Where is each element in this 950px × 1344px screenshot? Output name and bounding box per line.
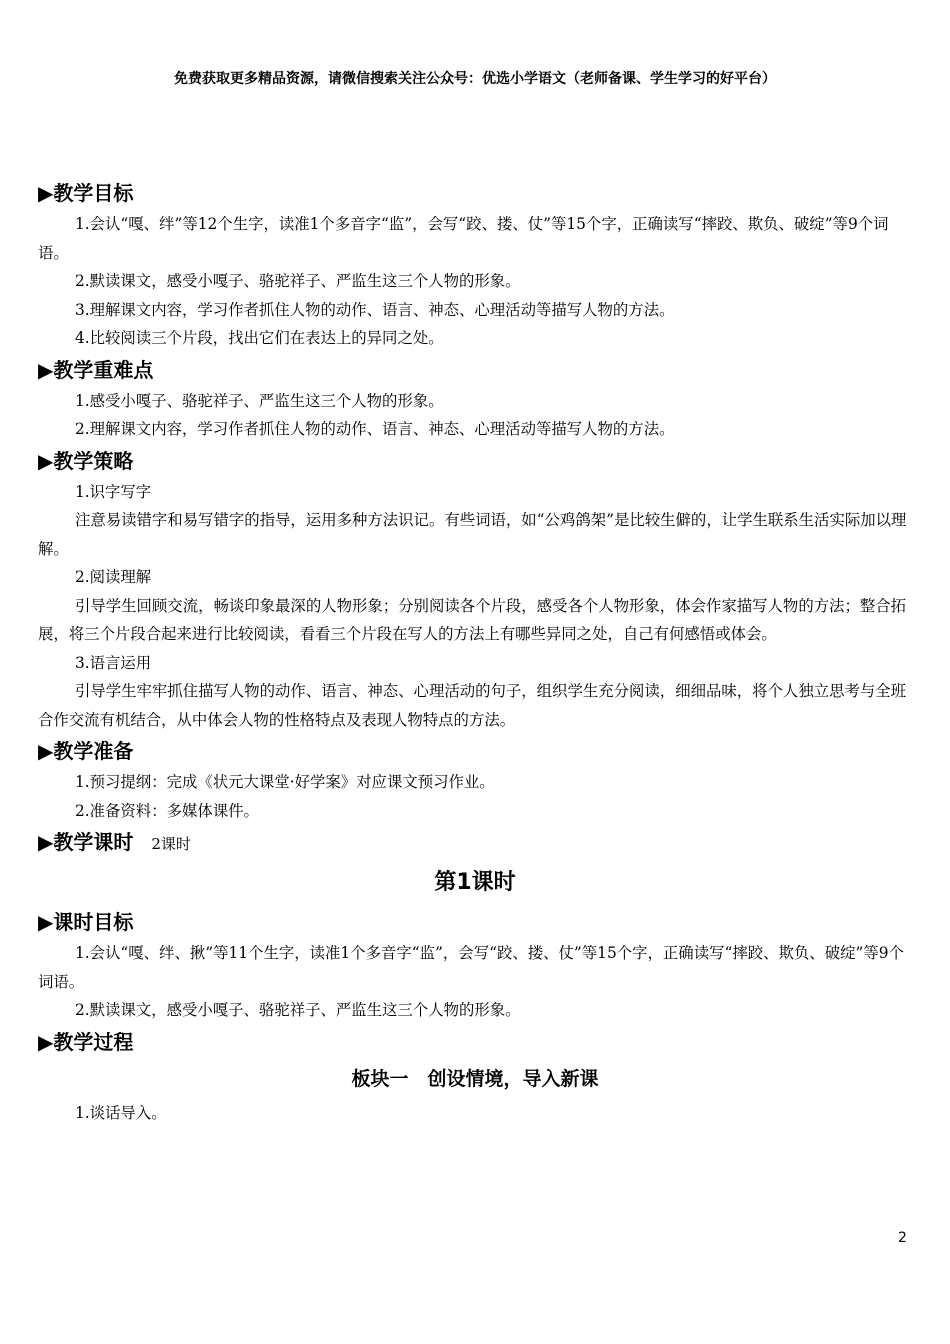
- block-title: 板块一 创设情境，导入新课: [351, 1067, 599, 1090]
- hours-value: 2课时: [151, 835, 191, 853]
- preparation-item-2: 2.准备资料：多媒体课件。: [74, 801, 259, 820]
- hours-label: ▶教学课时: [38, 830, 134, 854]
- goal-item-3: 3.理解课文内容，学习作者抓住人物的动作、语言、神态、心理活动等描写人物的方法。: [74, 300, 675, 319]
- strategy-paragraph-3: 引导学生牢牢抓住描写人物的动作、语言、神态、心理活动的句子，组织学生充分阅读，细细品味，将个人独立思考与全班合作交流有机结合，从中体会人物的性格特点及表现人物特点的方法。: [38, 682, 907, 729]
- strategy-subtitle-1: 1.识字写字: [74, 482, 152, 501]
- section-title-preparation: ▶教学准备: [38, 739, 134, 763]
- section-title-process: ▶教学过程: [38, 1029, 134, 1054]
- strategy-subtitle-2: 2.阅读理解: [74, 568, 152, 586]
- section-title-strategy: ▶教学策略: [38, 448, 134, 473]
- page-number: 2: [898, 1230, 907, 1246]
- lesson-title: 第1课时: [434, 870, 516, 895]
- goal-item-4: 4.比较阅读三个片段，找出它们在表达上的异同之处。: [74, 329, 444, 347]
- goal-item-1: 1.会认“嘎、绊”等12个生字，读准1个多音字“监”，会写“跤、搂、仗”等15个字，正确读写“摔跤、欺负、破绽”等9个词语。: [38, 215, 889, 262]
- key-point-2: 2.理解课文内容，学习作者抓住人物的动作、语言、神态、心理活动等描写人物的方法。: [74, 420, 675, 438]
- preparation-item-1: 1.预习提纲：完成《状元大课堂·好学案》对应课文预习作业。: [74, 773, 495, 791]
- document-body: [38, 176, 912, 1127]
- goal-item-2: 2.默读课文，感受小嘎子、骆驼祥子、严监生这三个人物的形象。: [74, 272, 521, 290]
- section-title-goals: ▶教学目标: [38, 181, 134, 205]
- key-point-1: 1.感受小嘎子、骆驼祥子、严监生这三个人物的形象。: [74, 391, 444, 410]
- lesson-goal-1: 1.会认“嘎、绊、揪”等11个生字，读准1个多音字“监”，会写“跤、搂、仗”等15个字，正确读写“摔跤、欺负、破绽”等9个词语。: [38, 944, 904, 991]
- strategy-subtitle-3: 3.语言运用: [74, 653, 152, 672]
- block-item-1: 1.谈话导入。: [74, 1103, 167, 1122]
- section-title-key-points: ▶教学重难点: [38, 357, 154, 382]
- strategy-paragraph-2: 引导学生回顾交流，畅谈印象最深的人物形象；分别阅读各个片段，感受各个人物形象，体会作家描写人物的方法；整合拓展，将三个片段合起来进行比较阅读，看看三个片段在写人的方法上有哪些异同之处，自己有何感悟或体会。: [38, 596, 907, 643]
- strategy-paragraph-1: 注意易读错字和易写错字的指导，运用多种方法识记。有些词语，如“公鸡鸽架”是比较生僻的，让学生联系生活实际加以理解。: [38, 511, 907, 558]
- section-title-lesson-goals: ▶课时目标: [38, 910, 134, 934]
- promo-banner: 免费获取更多精品资源，请微信搜索关注公众号：优选小学语文（老师备课、学生学习的好平台）: [174, 71, 776, 87]
- section-title-hours: [38, 825, 912, 859]
- lesson-goal-2: 2.默读课文，感受小嘎子、骆驼祥子、严监生这三个人物的形象。: [74, 1001, 521, 1019]
